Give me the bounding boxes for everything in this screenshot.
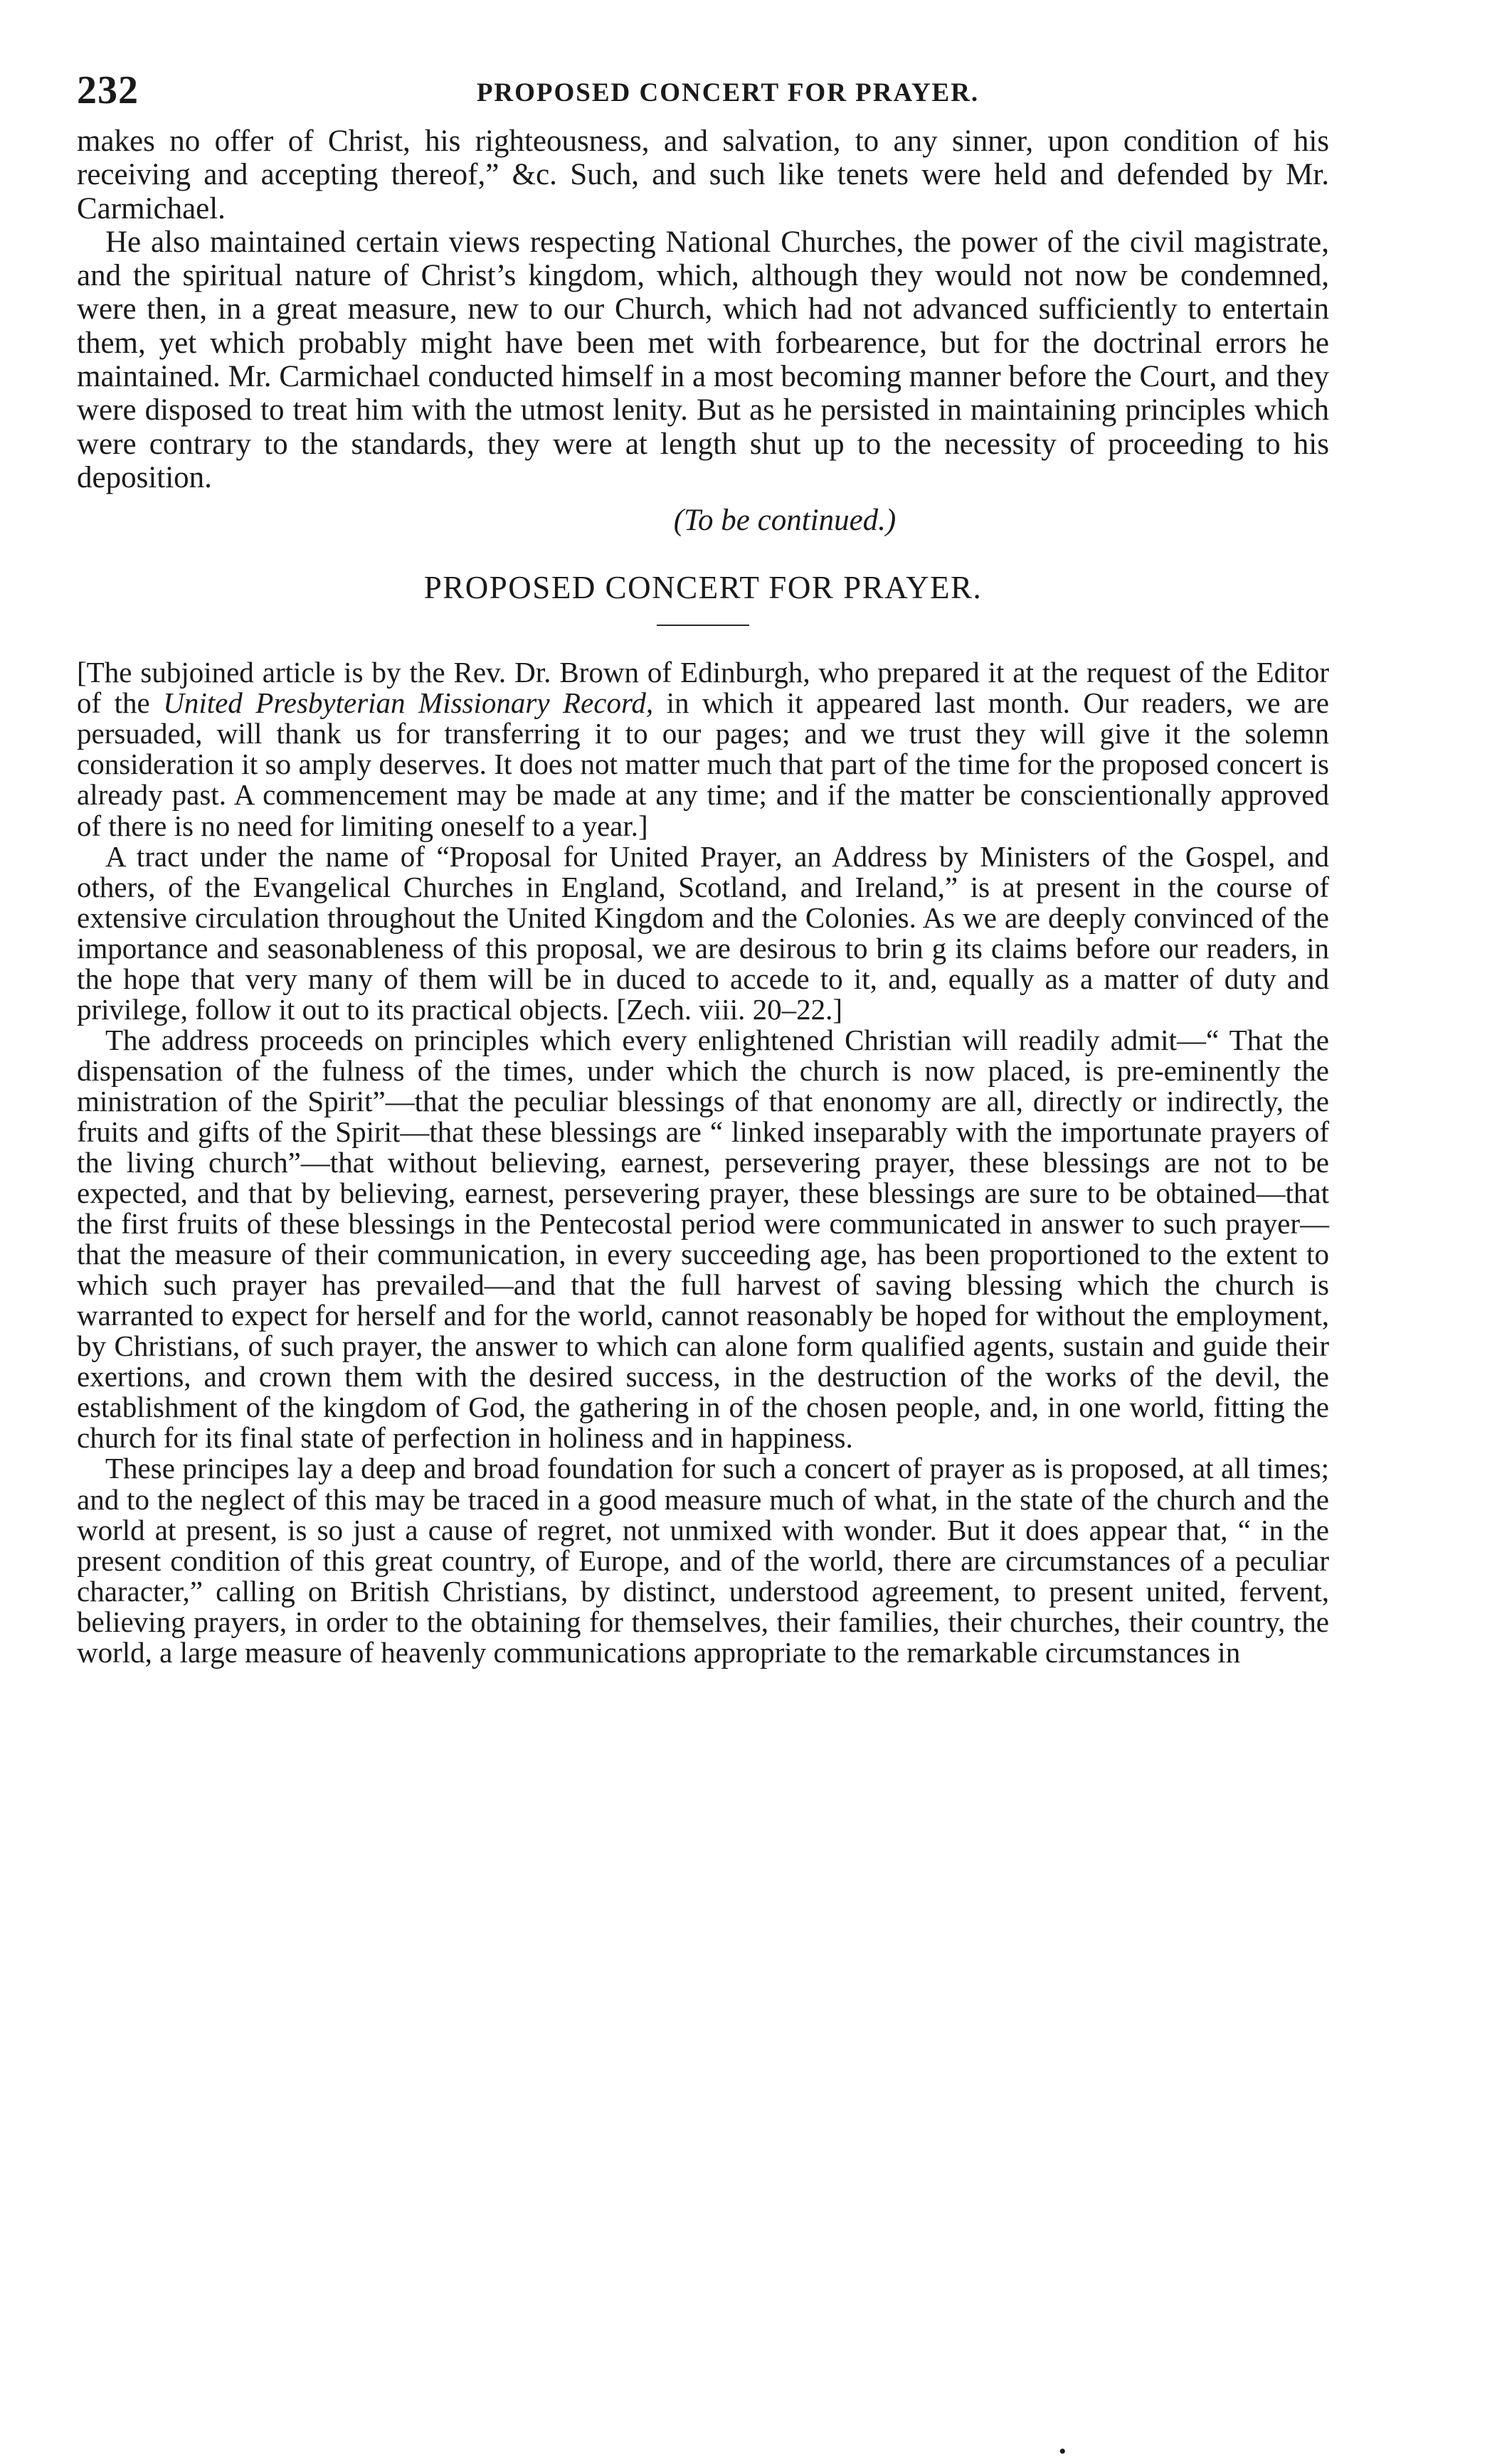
paragraph: A tract under the name of “Proposal for United Prayer, an Address by Ministers of the Gospel, and others, of the Evangelical Churches in England, Scotland, and Ireland,” is at present in the course of extensive circulation throughout the United Kingdom and the Colonies. As we are deeply convinced of the importance and seasonableness of this proposal, we are desirous to brin g its claims before our readers, in the hope that very many of them will be in duced to accede to it, and, equally as a matter of duty and privilege, follow it out to its practical objects. [Zech. viii. 20–22.]	[77, 839, 1329, 1026]
article-body	[77, 657, 1329, 1668]
publication-title: United Presbyterian Missionary Record,	[163, 686, 654, 720]
document-page	[77, 68, 1329, 2463]
editor-note-text: in which it appeared last month. Our readers, we are persuaded, will thank us for transferring it to our pages; and we trust they will give it the solemn consideration it so amply deserves. It does not matter much that part of the time for the proposed concert is already past. A commencement may be made at any time; and if the matter be conscientionally approved of there is no need for limiting oneself to a year.]	[77, 686, 1329, 842]
section-title: PROPOSED CONCERT FOR PRAYER.	[423, 570, 983, 606]
footer-mark: •	[1059, 2440, 1067, 2463]
running-title: PROPOSED CONCERT FOR PRAYER.	[476, 78, 980, 107]
editor-note-text: [The subjoined article is by the Rev. Dr. Brown of Edinburgh, who prepared it at the request of the Editor of the	[77, 656, 1329, 720]
paragraph: These principes lay a deep and broad foundation for such a concert of prayer as is proposed, at all times; and to the neglect of this may be traced in a good measure much of what, in the state of the church and the world at present, is so just a cause of regret, not unmixed with wonder. But it does appear that, “ in the present condition of this great country, of Europe, and of the world, there are circumstances of a peculiar character,” calling on British Christians, by distinct, understood agreement, to present united, fervent, believing prayers, in order to the obtaining for themselves, their families, their churches, their country, the world, a large measure of heavenly communications appropriate to the remarkable circumstances in	[77, 1452, 1329, 1669]
to-be-continued: (To be continued.)	[673, 504, 897, 538]
paragraph: He also maintained certain views respecting National Churches, the power of the civil magistrate, and the spiritual nature of Christ’s kingdom, which, although they would not now be condemned, were then, in a great measure, new to our Church, which had not advanced sufficiently to entertain them, yet which probably might have been met with forbearence, but for the doctrinal errors he maintained. Mr. Carmichael conducted himself in a most becoming manner before the Court, and they were disposed to treat him with the utmost lenity. But as he persisted in maintaining principles which were contrary to the standards, they were at length shut up to the necessity of proceeding to his deposition.	[77, 225, 1329, 494]
editor-note	[77, 657, 1329, 841]
paragraph: makes no offer of Christ, his righteousness, and salvation, to any sinner, upon condition of his receiving and accepting thereof,” &c. Such, and such like tenets were held and defended by Mr. Carmichael.	[77, 124, 1329, 225]
running-head	[77, 68, 1329, 124]
title-rule	[657, 625, 749, 626]
page-number: 232	[77, 68, 139, 112]
paragraph: The address proceeds on principles which every enlightened Christian will readily admit—“ That the dispensation of the fulness of the times, under which the church is now placed, is pre-eminently the ministration of the Spirit”—that the peculiar blessings of that enonomy are all, directly or indirectly, the fruits and gifts of the Spirit—that these blessings are “ linked inseparably with the importunate prayers of the living church”—that without believing, earnest, persevering prayer, these blessings are not to be expected, and that by believing, earnest, persevering prayer, these blessings are sure to be obtained—that the first fruits of these blessings in the Pentecostal period were communicated in answer to such prayer—that the measure of their communication, in every succeeding age, has been proportioned to the extent to which such prayer has prevailed—and that the full harvest of saving blessing which the church is warranted to expect for herself and for the world, cannot reasonably be hoped for without the employment, by Christians, of such prayer, the answer to which can alone form qualified agents, sustain and guide their exertions, and crown them with the desired success, in the destruction of the works of the devil, the establishment of the kingdom of God, the gathering in of the chosen people, and, in one world, fitting the church for its final state of perfection in holiness and in happiness.	[77, 1023, 1329, 1455]
continued-article	[77, 124, 1329, 538]
